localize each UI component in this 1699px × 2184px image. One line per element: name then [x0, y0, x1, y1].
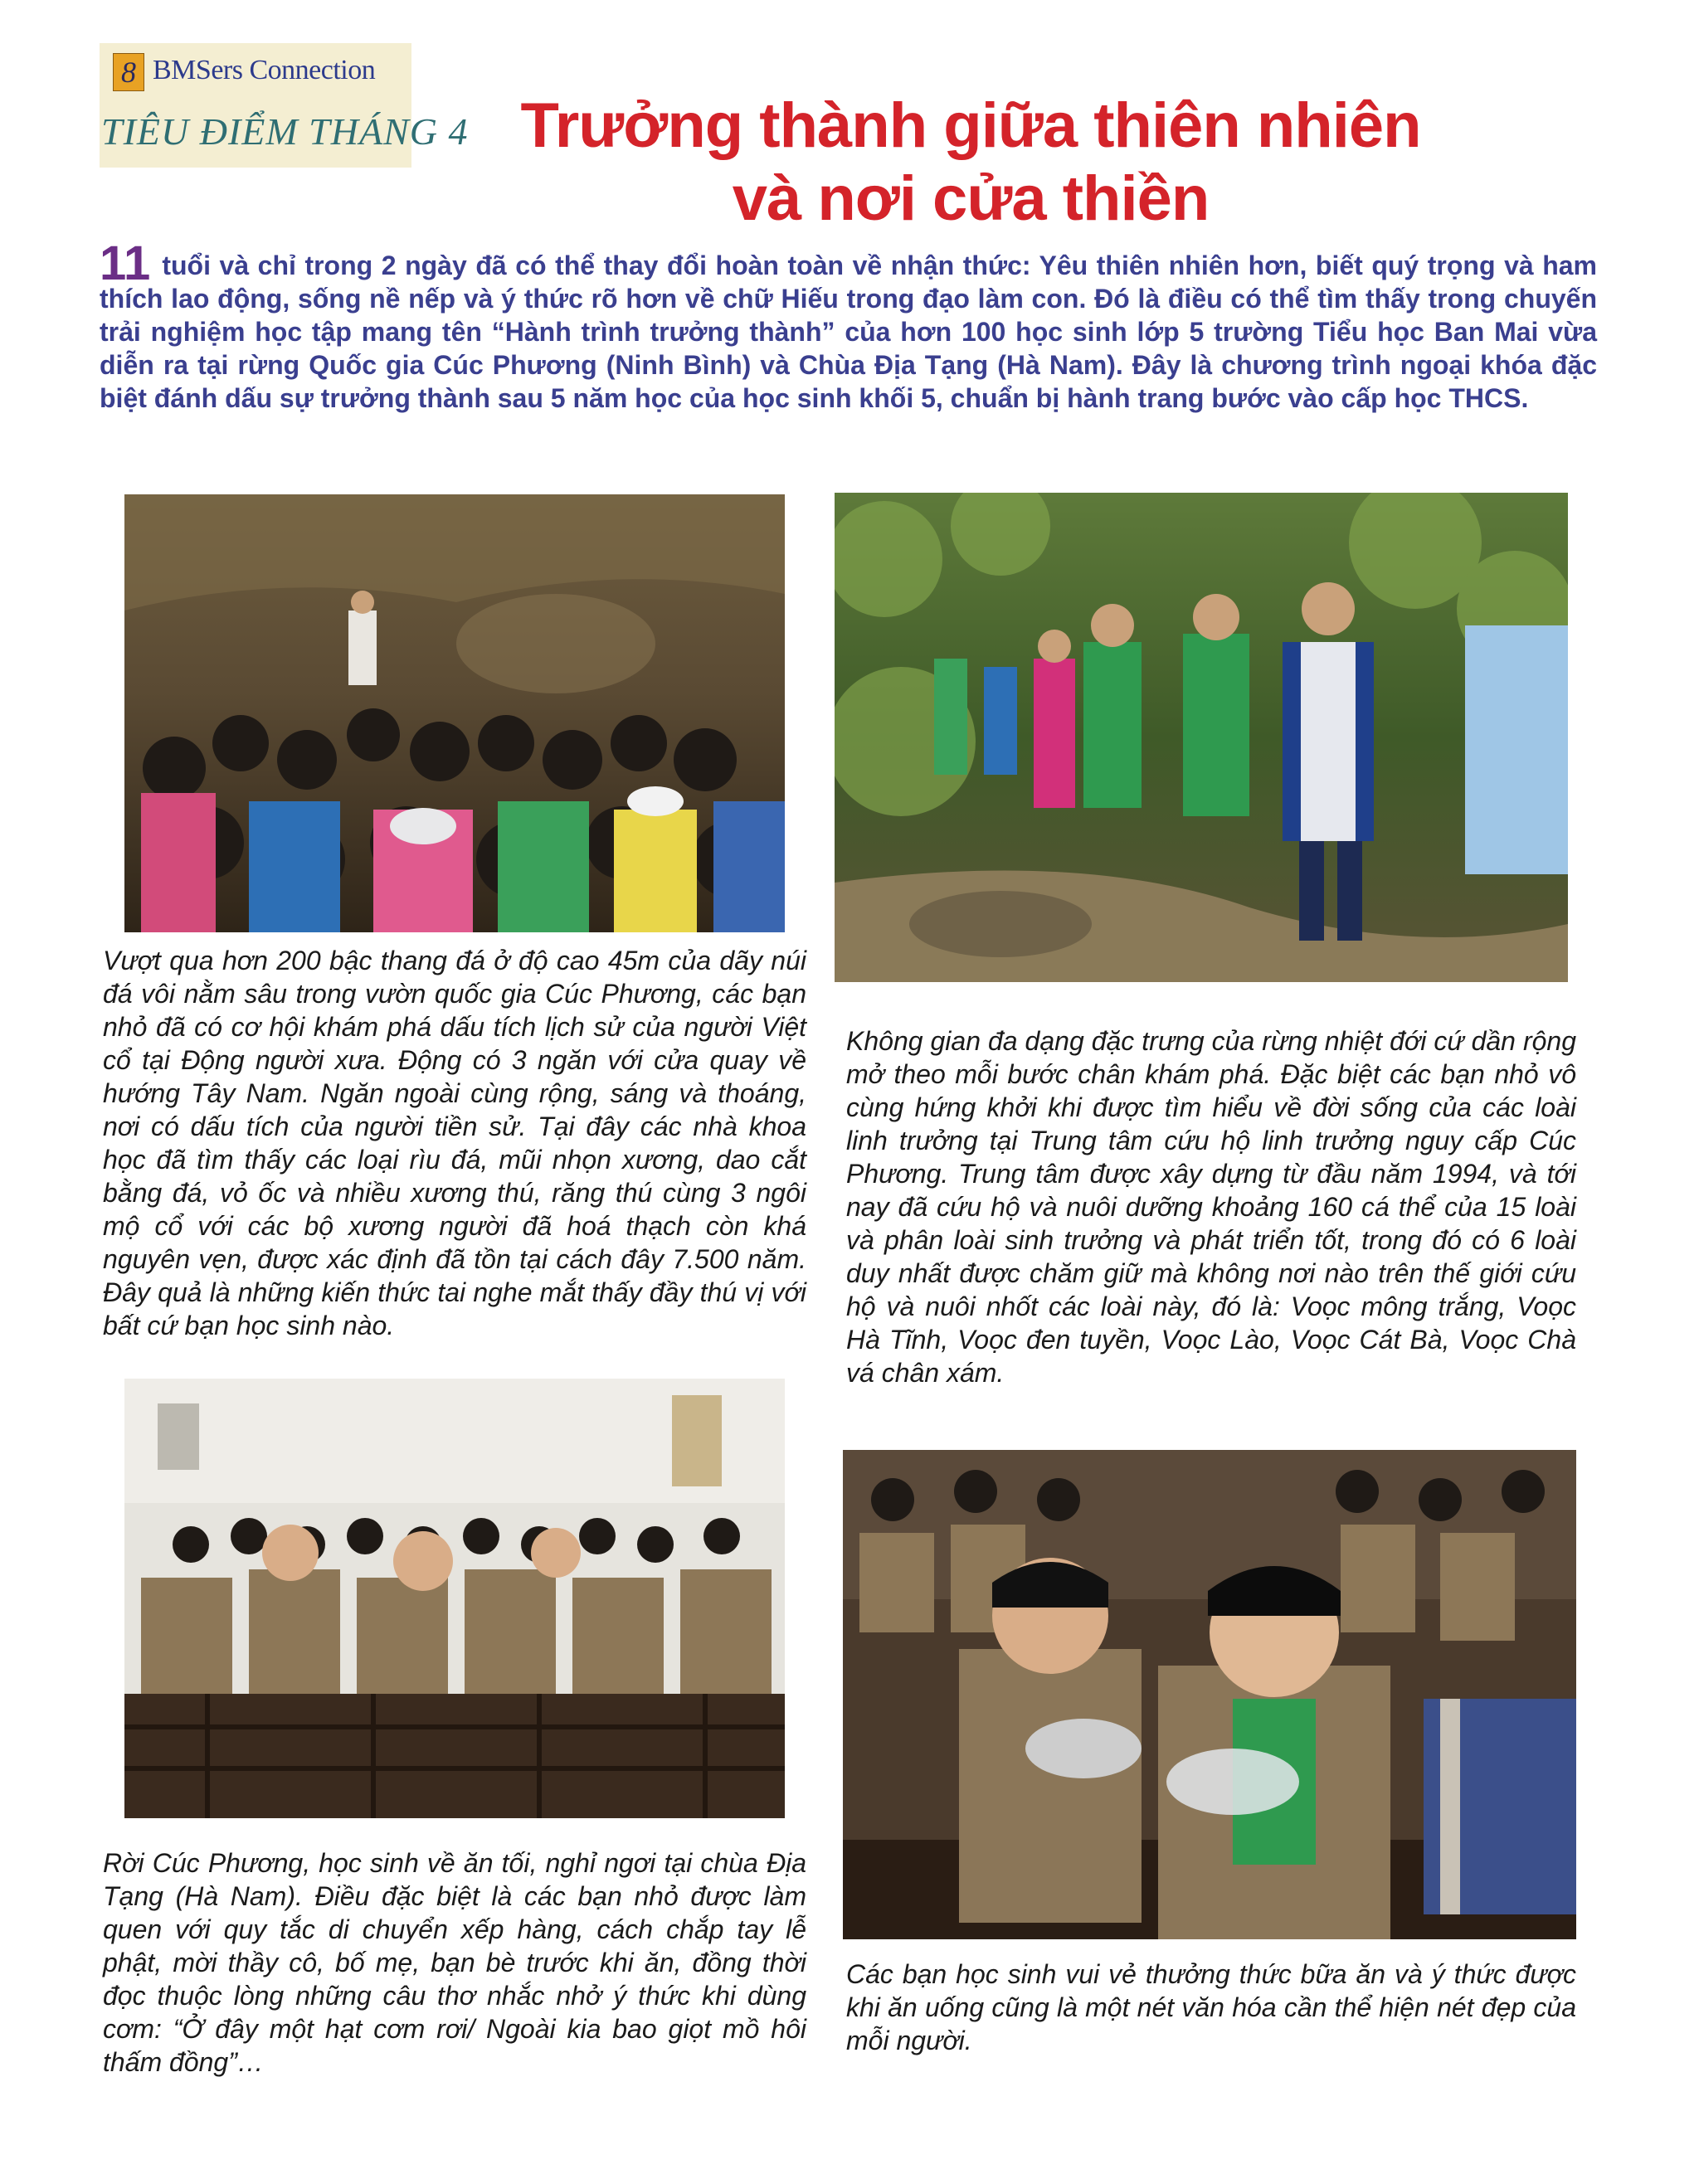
title-line-2: và nơi cửa thiền	[732, 163, 1210, 234]
title-line-1: Trưởng thành giữa thiên nhiên	[520, 90, 1421, 161]
header-badge	[100, 43, 469, 168]
photo-cave-visit	[124, 494, 785, 932]
lead-paragraph	[100, 236, 1597, 415]
publication-name: BMSers Connection	[153, 55, 376, 85]
caption-cave: Vượt qua hơn 200 bậc thang đá ở độ cao 45m của dãy núi đá vôi nằm sâu trong vườn quốc gia Cúc Phương, các bạn nhỏ đã có cơ hội khám phá dấu tích lịch sử của người Việt cổ tại Động người xưa. Động có 3 ngăn với cửa quay về hướng Tây Nam. Ngăn ngoài cùng rộng, sáng và thoáng, nơi có dấu tích của người tiền sử. Tại đây các nhà khoa học đã tìm thấy các loại rìu đá, mũi nhọn xương, dao cắt bằng đá, vỏ ốc và nhiều xương thú, răng thú cùng 3 ngôi mộ cổ với các bộ xương người đã hoá thạch còn khá nguyên vẹn, được xác định đã tồn tại cách đây 7.500 năm. Đây quả là những kiến thức tai nghe mắt thấy đầy thú vị với bất cứ bạn học sinh nào.	[103, 946, 806, 1340]
lead-text: tuổi và chỉ trong 2 ngày đã có thể thay đổi hoàn toàn về nhận thức: Yêu thiên nhiên hơn, biết quý trọng và ham thích lao động, sống nề nếp và ý thức rõ hơn về chữ Hiếu trong đạo làm con. Đó là điều có thể tìm thấy trong chuyến trải nghiệm học tập mang tên “Hành trình trưởng thành” của hơn 100 học sinh lớp 5 trường Tiểu học Ban Mai vừa diễn ra tại rừng Quốc gia Cúc Phương (Ninh Bình) và Chùa Địa Tạng (Hà Nam). Đây là chương trình ngoại khóa đặc biệt đánh dấu sự trưởng thành sau 5 năm học của học sinh khối 5, chuẩn bị hành trang bước vào cấp học THCS.	[100, 251, 1597, 413]
caption-pagoda: Rời Cúc Phương, học sinh về ăn tối, nghỉ ngơi tại chùa Địa Tạng (Hà Nam). Điều đặc biệt là các bạn nhỏ được làm quen với quy tắc di chuyển xếp hàng, cách chắp tay lễ phật, mời thầy cô, bố mẹ, bạn bè trước khi ăn, đồng thời đọc thuộc lòng những câu thơ nhắc nhở ý thức khi dùng cơm: “Ở đây một hạt cơm rơi/ Ngoài kia bao giọt mồ hôi thấm đồng”…	[103, 1848, 806, 2077]
section-label: TIÊU ĐIỂM THÁNG 4	[101, 110, 469, 153]
photo-forest-walk	[835, 493, 1568, 982]
caption-meal: Các bạn học sinh vui vẻ thưởng thức bữa ăn và ý thức được khi ăn uống cũng là một nét văn hóa cần thể hiện nét đẹp của mỗi người.	[846, 1959, 1576, 2055]
lead-number: 11	[100, 236, 151, 290]
photo-pagoda-prayer	[124, 1379, 785, 1818]
page-number: 8	[113, 53, 144, 91]
caption-forest: Không gian đa dạng đặc trưng của rừng nhiệt đới cứ dần rộng mở theo mỗi bước chân khám phá. Đặc biệt các bạn nhỏ vô cùng hứng khởi khi được tìm hiểu về đời sống của các loài linh trưởng tại Trung tâm cứu hộ linh trưởng nguy cấp Cúc Phương. Trung tâm được xây dựng từ đầu năm 1994, và tới nay đã cứu hộ và nuôi dưỡng khoảng 160 cá thể của 15 loài và phân loài sinh trưởng và phát triển tốt, trong đó có 6 loài duy nhất được chăm giữ mà không nơi nào trên thế giới cứu hộ và nuôi nhốt các loài này, đó là: Voọc mông trắng, Voọc Hà Tĩnh, Voọc đen tuyền, Voọc Lào, Voọc Cát Bà, Voọc Chà vá chân xám.	[846, 1026, 1576, 1388]
photo-pagoda-meal	[843, 1450, 1576, 1939]
article-title	[465, 90, 1477, 236]
